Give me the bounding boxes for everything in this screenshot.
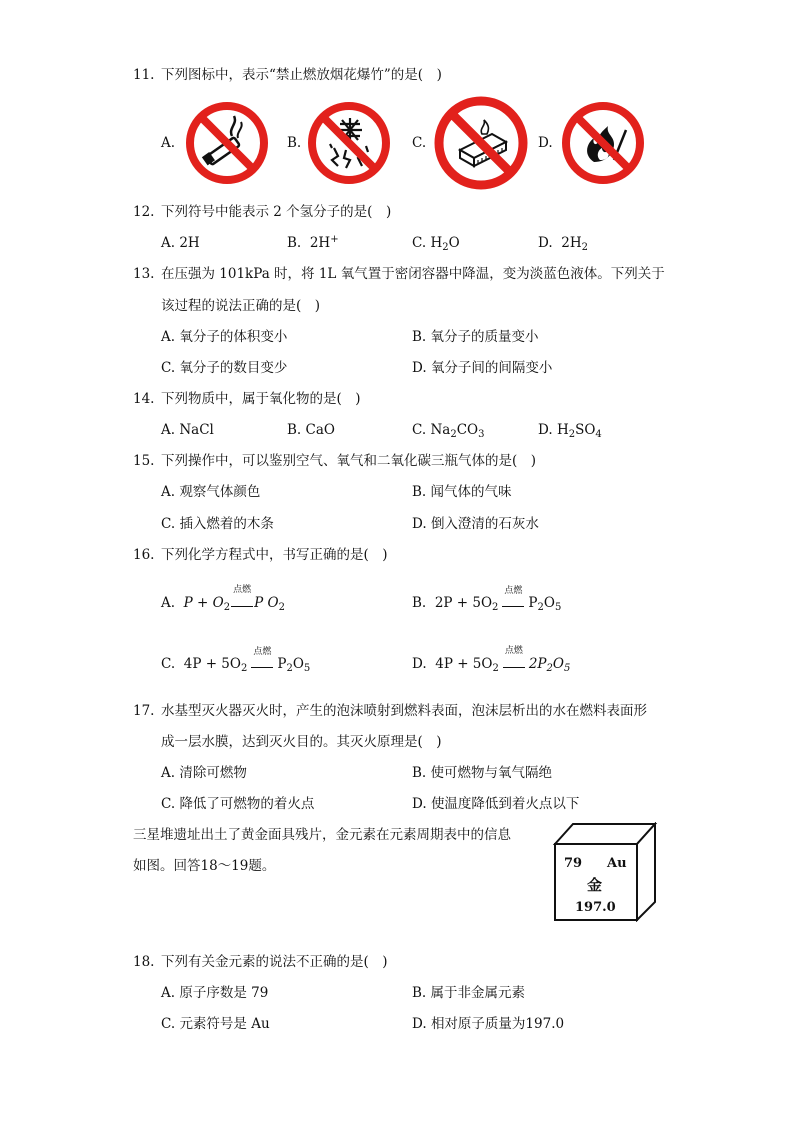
q18-option-b: B. 属于非金属元素 [412,985,526,1001]
q17-option-a: A. 清除可燃物 [161,765,247,781]
q12-option-b: B. 2H+ [287,234,339,251]
passage-line1: 三星堆遗址出土了黄金面具残片，金元素在元素周期表中的信息 [133,827,511,843]
q11-option-d-label: D. [538,135,553,151]
q12-option-d: D. $2H_2$ [538,235,588,253]
q17-option-b: B. 使可燃物与氧气隔绝 [412,765,553,781]
q16-option-a: A. $P + O_2$ 点燃 P $O_2$ [161,585,285,613]
q18-stem: 下列有关金元素的说法不正确的是( ) [161,954,388,970]
q15-option-d: D. 倒入澄清的石灰水 [412,516,539,532]
q13-option-c: C. 氧分子的数目变少 [161,360,288,376]
no-open-flame-icon [560,100,646,186]
element-atomic-mass: 197.0 [575,900,616,915]
q15-number: 15. [133,453,155,469]
no-smoking-icon [184,100,270,186]
q11-number: 11. [133,67,155,83]
q14-option-b: B. CaO [287,422,335,438]
q17-option-c: C. 降低了可燃物的着火点 [161,796,315,812]
q14-option-c: C. $Na_2CO_3$ [412,422,485,440]
q13-option-a: A. 氧分子的体积变小 [161,329,288,345]
q18-option-d: D. 相对原子质量为197.0 [412,1016,565,1032]
element-symbol: Au [607,856,627,871]
q11-option-c-label: C. [412,135,427,151]
q12-option-c: C. $H_2O$ [412,235,460,253]
q18-option-c: C. 元素符号是 Au [161,1016,270,1032]
q16-stem: 下列化学方程式中，书写正确的是( ) [161,547,388,563]
q14-option-d: D. $H_2SO_4$ [538,422,602,440]
q14-option-a: A. NaCl [161,422,214,438]
q11-stem: 下列图标中，表示“禁止燃放烟花爆竹”的是( ) [161,67,442,83]
q13-stem-line1: 在压强为 101kPa 时，将 1L 氧气置于密闭容器中降温，变为淡蓝色液体。下列关于 [161,266,665,282]
q11-option-a-label: A. [161,135,176,151]
q16-number: 16. [133,547,155,563]
q16-option-d: D. $4P + 5O_2$ 点燃 $2P_2O_5$ [412,646,571,674]
q13-number: 13. [133,266,155,282]
q17-stem-line2: 成一层水膜，达到灭火目的。其灭火原理是( ) [161,734,442,750]
q14-stem: 下列物质中，属于氧化物的是( ) [161,391,361,407]
q12-option-a: A. 2H [161,235,200,251]
passage-line2: 如图。回答18～19题。 [133,858,276,874]
q15-option-b: B. 闻气体的气味 [412,484,512,500]
q14-number: 14. [133,391,155,407]
q15-option-c: C. 插入燃着的木条 [161,516,274,532]
q13-stem-line2: 该过程的说法正确的是( ) [161,298,321,314]
q12-stem: 下列符号中能表示 2 个氢分子的是( ) [161,204,392,220]
q15-stem: 下列操作中，可以鉴别空气、氧气和二氧化碳三瓶气体的是( ) [161,453,537,469]
element-card [553,822,658,922]
q15-option-a: A. 观察气体颜色 [161,484,261,500]
element-name: 金 [587,876,603,894]
element-atomic-number: 79 [564,856,583,871]
q16-option-b: B. $2P + 5O_2$ 点燃 $P_2O_5$ [412,586,562,613]
q16-option-c: C. $4P + 5O_2$ 点燃 $P_2O_5$ [161,647,311,674]
q13-option-d: D. 氧分子间的间隔变小 [412,360,553,376]
no-matches-icon [432,94,530,192]
q17-number: 17. [133,703,155,719]
q11-option-b-label: B. [287,135,302,151]
q17-option-d: D. 使温度降低到着火点以下 [412,796,580,812]
q17-stem-line1: 水基型灭火器灭火时，产生的泡沫喷射到燃料表面，泡沫层析出的水在燃料表面形 [161,703,647,719]
no-fireworks-icon [306,100,392,186]
q12-number: 12. [133,204,155,220]
q13-option-b: B. 氧分子的质量变小 [412,329,539,345]
q18-number: 18. [133,954,155,970]
q18-option-a: A. 原子序数是 79 [161,985,269,1001]
